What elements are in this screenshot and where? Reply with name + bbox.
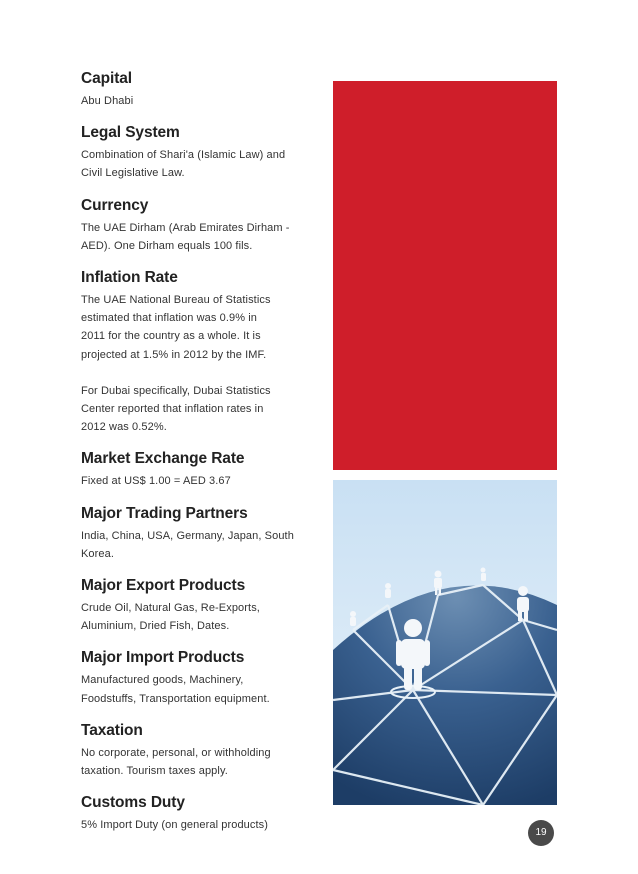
- text-line: Fixed at US$ 1.00 = AED 3.67: [81, 475, 231, 488]
- section-text: [81, 92, 313, 110]
- text-line: India, China, USA, Germany, Japan, South: [81, 529, 294, 542]
- fact-sheet: [81, 70, 313, 834]
- text-line: Combination of Shari'a (Islamic Law) and: [81, 149, 286, 162]
- section-text: [81, 671, 313, 707]
- text-line: For Dubai specifically, Dubai Statistics: [81, 384, 271, 397]
- network-illustration: [333, 480, 557, 805]
- text-line: Civil Legislative Law.: [81, 167, 185, 180]
- section-capital: [81, 70, 313, 110]
- section-text: [81, 744, 313, 780]
- section-heading: Currency: [81, 196, 149, 214]
- section-text: [81, 472, 313, 490]
- text-line: 5% Import Duty (on general products): [81, 819, 269, 832]
- text-line: taxation. Tourism taxes apply.: [81, 765, 228, 778]
- text-line: Abu Dhabi: [81, 95, 134, 107]
- section-major-import-products: [81, 649, 313, 707]
- section-taxation: [81, 722, 313, 780]
- text-line: No corporate, personal, or withholding: [81, 746, 271, 759]
- section-heading: Taxation: [81, 721, 143, 739]
- section-text: [81, 382, 313, 437]
- text-line: The UAE Dirham (Arab Emirates Dirham -: [81, 221, 290, 234]
- section-text: [81, 599, 313, 635]
- text-line: 2012 was 0.52%.: [81, 421, 167, 434]
- section-heading: Market Exchange Rate: [81, 450, 245, 468]
- section-heading: Major Trading Partners: [81, 504, 248, 522]
- section-heading: Inflation Rate: [81, 269, 178, 287]
- section-text: [81, 219, 313, 255]
- section-heading: Major Import Products: [81, 649, 245, 667]
- text-line: projected at 1.5% in 2012 by the IMF.: [81, 348, 267, 361]
- section-text: [81, 527, 313, 563]
- section-heading: Customs Duty: [81, 794, 185, 812]
- section-major-trading-partners: [81, 505, 313, 563]
- section-legal-system: [81, 124, 313, 182]
- text-line: AED). One Dirham equals 100 fils.: [81, 239, 253, 252]
- section-text: [81, 291, 313, 364]
- text-line: Korea.: [81, 547, 115, 560]
- text-line: The UAE National Bureau of Statistics: [81, 294, 271, 307]
- text-line: estimated that inflation was 0.9% in: [81, 312, 258, 325]
- text-line: Aluminium, Dried Fish, Dates.: [81, 620, 230, 633]
- text-line: Manufactured goods, Machinery,: [81, 674, 244, 687]
- text-line: Foodstuffs, Transportation equipment.: [81, 692, 270, 705]
- page-number-badge: 19: [528, 820, 554, 846]
- section-market-exchange-rate: [81, 450, 313, 490]
- section-heading: Legal System: [81, 124, 180, 142]
- text-line: Center reported that inflation rates in: [81, 403, 264, 416]
- section-currency: [81, 197, 313, 255]
- section-heading: Capital: [81, 70, 132, 87]
- section-text: [81, 816, 313, 834]
- text-line: Crude Oil, Natural Gas, Re-Exports,: [81, 602, 260, 615]
- network-people-image: [333, 480, 557, 805]
- section-customs-duty: [81, 794, 313, 834]
- text-line: 2011 for the country as a whole. It is: [81, 330, 261, 343]
- section-text: [81, 146, 313, 182]
- red-accent-panel: [333, 81, 557, 470]
- section-inflation-rate: [81, 269, 313, 436]
- section-heading: Major Export Products: [81, 577, 246, 595]
- section-major-export-products: [81, 577, 313, 635]
